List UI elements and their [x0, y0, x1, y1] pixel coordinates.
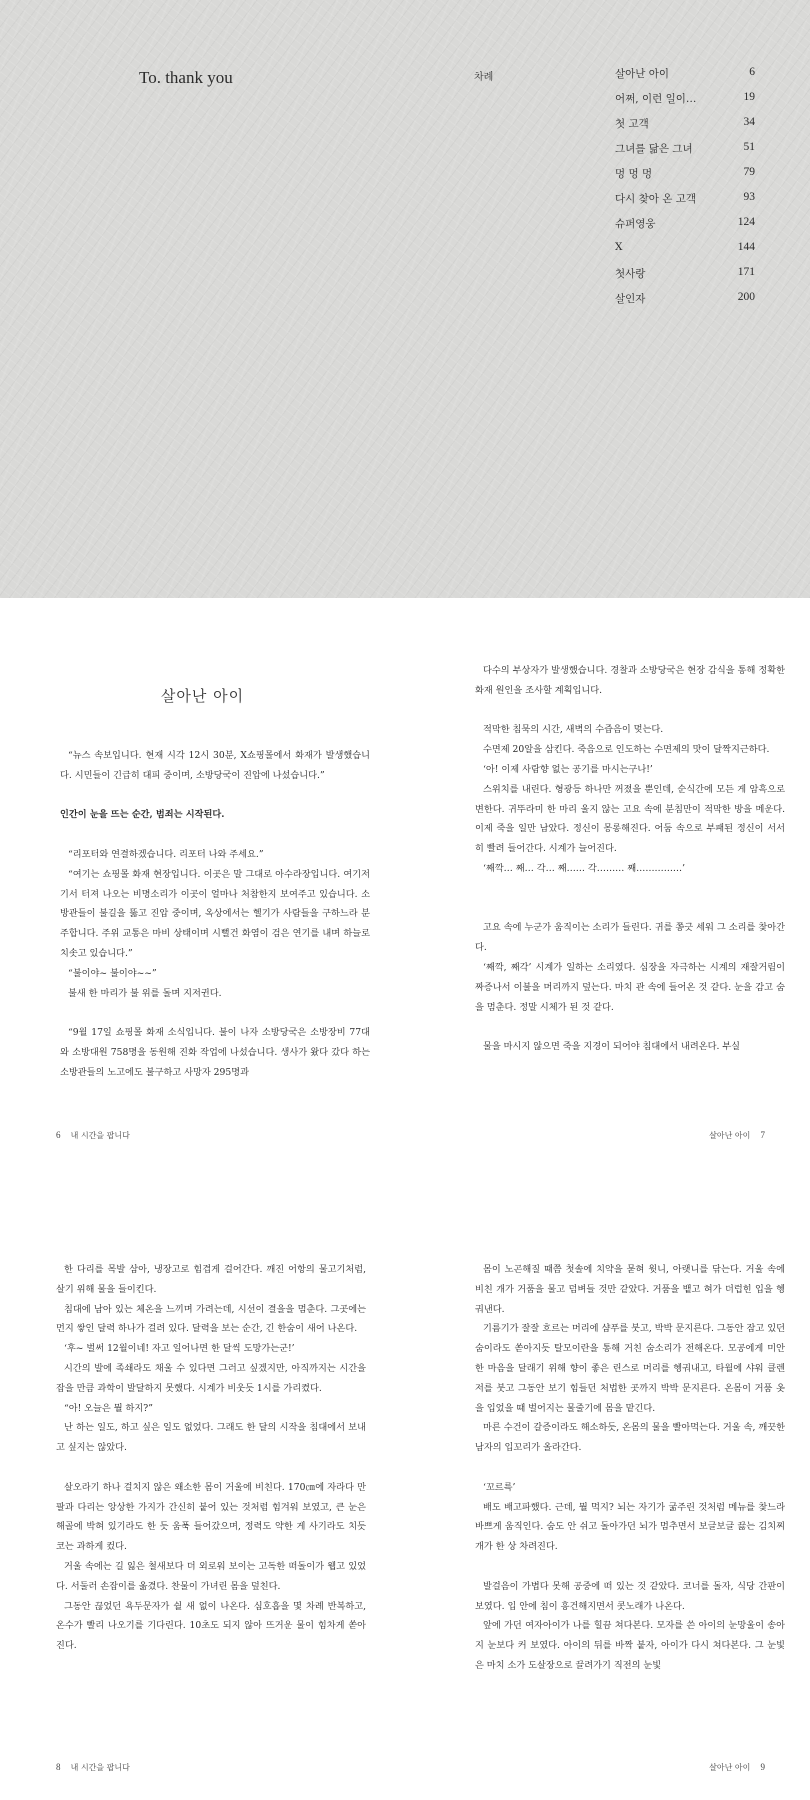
toc-entry: [615, 216, 755, 241]
toc-entry-page: 171: [737, 266, 755, 278]
paragraph: ‘꼬르륵’: [483, 1481, 516, 1493]
toc-entry: [615, 291, 755, 316]
toc-entry-title: 살인자: [615, 293, 646, 305]
toc-spread: [0, 0, 810, 598]
page-7: [405, 598, 810, 1188]
toc-entry-title: 살아난 아이: [615, 68, 670, 80]
toc-entry: [615, 266, 755, 291]
toc-entry-title: 어쩌, 이런 일이…: [615, 93, 697, 105]
toc-entry-title: 그녀를 닮은 그녀: [615, 143, 693, 155]
toc-entry-page: 6: [749, 66, 755, 78]
paragraph: ‘째깍… 째… 각… 째…… 각……… 째……………’: [483, 862, 686, 874]
paragraph: 물을 마시지 않으면 죽을 지경이 되어야 침대에서 내려온다. 부실: [483, 1041, 741, 1053]
paragraph: 시간의 발에 족쇄라도 채울 수 있다면 그러고 싶겠지만, 아직까지는 시간을 잡을 만큼 과학이 발달하지 못했다. 시계가 비웃듯 1시를 가리켰다.: [56, 1362, 366, 1394]
page-number: 8: [56, 1762, 61, 1772]
toc-entry-title: 첫 고객: [615, 118, 649, 130]
paragraph: 거울 속에는 길 잃은 철새보다 더 외로워 보이는 고독한 떠돌이가 웹고 있었다. 서둘러 손잡이를 옮겼다. 찬물이 가녀린 몸을 덮친다.: [56, 1560, 366, 1592]
paragraph: 적막한 침묵의 시간, 새벽의 수즙음이 멎는다.: [483, 724, 664, 736]
paragraph: “불이야~ 불이야~~”: [68, 967, 157, 979]
toc-entry: [615, 166, 755, 191]
page-8-text: [56, 1260, 366, 1656]
toc-entry: [615, 116, 755, 141]
paragraph: 한 다리를 목발 삼아, 냉장고로 힘겹게 걸어간다. 깨진 어항의 물고기처럼, 살기 위해 물을 들이킨다.: [56, 1264, 366, 1295]
toc-entry-page: 19: [743, 91, 755, 103]
paragraph-emphasis: 인간이 눈을 뜨는 순간, 범죄는 시작된다.: [60, 809, 225, 821]
page-number: 9: [760, 1762, 765, 1772]
page-number: 7: [760, 1130, 765, 1140]
paragraph: 발걸음이 가볍다 못해 공중에 떠 있는 것 같았다. 코너를 돌자, 식당 간판이 보였다. 입 안에 침이 흥건해지면서 콧노래가 나온다.: [475, 1580, 785, 1612]
toc-entry: [615, 191, 755, 216]
page-footer: [709, 1762, 765, 1773]
page-9: [405, 1222, 810, 1800]
toc-entry: [615, 141, 755, 166]
chapter-title: 살아난 아이: [160, 687, 245, 705]
paragraph: 몸이 노곤해질 때쯤 첫솔에 치약을 묻혀 윗니, 아랫니를 닦는다. 거울 속에 비친 개가 거품을 물고 덤벼들 것만 같았다. 거품을 뱉고 혀가 더럽힌 입을 헹궈낸다.: [475, 1264, 785, 1315]
paragraph: “아! 오늘은 뭘 하지?”: [64, 1402, 153, 1414]
toc-entry-page: 124: [737, 216, 755, 228]
paragraph: “리포터와 연결하겠습니다. 리포터 나와 주세요.”: [68, 848, 264, 860]
toc-entry-page: 93: [743, 191, 755, 203]
toc-entry: [615, 241, 755, 266]
page-7-text: [475, 661, 785, 1057]
running-title: 살아난 아이: [709, 1131, 751, 1140]
paragraph: ‘후~ 벌써 12월이네! 자고 일어나면 한 달씩 도망가는군!’: [64, 1343, 295, 1355]
paragraph: 살오라기 하나 걸치지 않은 왜소한 몸이 거울에 비친다. 170㎝에 자라다 만 팔과 다리는 앙상한 가지가 간신히 붙어 있는 것처럼 힘겨워 보였고, 큰 눈은 해골에 박혀 있기라도 한 듯 움푹 들어갔으며, 정력도 약한 게 사기라도 치듯 코는 과하게 컸다.: [56, 1481, 366, 1553]
toc-entry-title: X: [615, 241, 623, 253]
paragraph: 앞에 가던 여자아이가 나를 힐끔 쳐다본다. 모자를 쓴 아이의 눈망울이 송아지 눈보다 커 보였다. 아이의 뒤를 바짝 붙자, 아이가 다시 쳐다본다. 그 눈빛은 마치 소가 도살장으로 끌려가기 직전의 눈빛: [475, 1620, 785, 1671]
paragraph: 그동안 끊었던 욕두문자가 쉴 새 없이 나온다. 심호흡을 몇 차례 반복하고, 온수가 빨리 나오기를 기다린다. 10초도 되지 않아 뜨거운 물이 힘차게 쏟아진다.: [56, 1600, 366, 1652]
paragraph: “9월 17일 쇼핑몰 화재 소식입니다. 불이 나자 소방당국은 소방장비 77대와 소방대원 758명을 동원해 진화 작업에 나섰습니다. 생사가 왔다 갔다 하는 소방관들의 노고에도 불구하고 사망자 295명과: [60, 1027, 370, 1078]
toc-entry-page: 144: [737, 241, 755, 253]
paragraph: ‘째깍, 째각’ 시계가 일하는 소리였다. 심장을 자극하는 시계의 재잘거림이 짜증나서 이불을 머리까지 덮는다. 마치 관 속에 들어온 것 같다. 눈을 감고 숨을 멈춘다. 정말 시체가 된 것 같다.: [475, 961, 785, 1013]
page-9-text: [475, 1260, 785, 1676]
toc-entry-title: 다시 찾아 온 고객: [615, 193, 697, 205]
toc-entry-page: 200: [737, 291, 755, 303]
page-number: 6: [56, 1130, 61, 1140]
page-footer: [56, 1130, 130, 1141]
toc-list: [615, 66, 755, 316]
page-footer: [709, 1130, 765, 1141]
paragraph: 배도 배고파했다. 근데, 뭘 먹지? 뇌는 자기가 굶주린 것처럼 메뉴를 찾느라 바쁘게 움직인다. 숨도 안 쉬고 돌아가던 뇌가 멈추면서 보글보글 끓는 김치찌개가 한 상 차려진다.: [475, 1501, 785, 1553]
toc-entry-title: 슈퍼영웅: [615, 218, 656, 230]
page-footer: [56, 1762, 130, 1773]
toc-entry-title: 멍 멍 멍: [615, 168, 653, 180]
paragraph: 불새 한 마리가 불 위를 돌며 지저귄다.: [68, 987, 222, 999]
paragraph: 다수의 부상자가 발생했습니다. 경찰과 소방당국은 현장 감식을 통해 정확한 화재 원인을 조사할 계획입니다.: [475, 665, 785, 696]
page-8: [0, 1222, 405, 1800]
toc-entry-page: 34: [743, 116, 755, 128]
toc-entry: [615, 91, 755, 116]
paragraph: 스위치를 내린다. 형광등 하나만 꺼졌을 뿐인데, 순식간에 모든 게 암흑으로 변한다. 귀뚜라미 한 마리 울지 않는 고요 속에 분침만이 적막한 방을 메운다. 이제 죽을 일만 남았다. 정신이 몽롱해진다. 어둠 속으로 부패된 정신이 서서히 빨려 들어간다. 시계가 늘어진다.: [475, 783, 785, 855]
toc-entry-page: 79: [743, 166, 755, 178]
paragraph: 기름기가 잘잘 흐르는 머리에 샴푸를 붓고, 박박 문지른다. 그동안 잠고 있던 숨이라도 쏟아지듯 탈모이란을 통해 거친 숨소리가 전해온다. 모공에게 미안한 마음을 달래기 위해 향이 좋은 린스로 머리를 헹궈내고, 타월에 샤워 클렌저를 붓고 그동안 보기 힘들던 처법한 곳까지 박박 문지른다. 온몸이 거품 옷을 입었을 때 벌어지는 물줄기에 몸을 맡긴다.: [475, 1323, 785, 1414]
toc-entry-title: 첫사랑: [615, 268, 646, 280]
toc-entry: [615, 66, 755, 91]
paragraph: 고요 속에 누군가 움직이는 소리가 들린다. 귀를 쫑긋 세워 그 소리를 찾아간다.: [475, 922, 785, 954]
running-title: 내 시간을 팝니다: [70, 1763, 130, 1772]
paragraph: “여기는 쇼핑몰 화재 현장입니다. 이곳은 말 그대로 아수라장입니다. 여기저기서 터져 나오는 비명소리가 이곳이 얼마나 처참한지 보여주고 있습니다. 소방관들이 불길을 뚫고 진압 중이며, 옥상에서는 헬기가 사람들을 구하느라 분주합니다. 주위 교통은 마비 상태이며 시뻘건 화염이 검은 연기를 내며 하늘로 치솟고 있습니다.”: [60, 868, 370, 959]
toc-entry-page: 51: [743, 141, 755, 153]
paragraph: 난 하는 일도, 하고 싶은 일도 없었다. 그래도 한 달의 시작을 침대에서 보내고 싶지는 않았다.: [56, 1422, 366, 1454]
paragraph: 마른 수건이 갈증이라도 해소하듯, 온몸의 물을 빨아먹는다. 거울 속, 깨끗한 남자의 입꼬리가 올라간다.: [475, 1422, 785, 1454]
paragraph: 침대에 남아 있는 체온을 느끼며 가려는데, 시선이 결을을 멈춘다. 그곳에는 먼지 쌓인 달력 하나가 걸려 있다. 달력을 보는 순간, 긴 한숨이 새어 나온다.: [56, 1303, 366, 1335]
page-6: [0, 598, 405, 1188]
toc-label: 차례: [474, 72, 494, 83]
dedication-text: To. thank you: [139, 68, 233, 87]
running-title: 내 시간을 팝니다: [70, 1131, 130, 1140]
paragraph: “뉴스 속보입니다. 현재 시각 12시 30분, X쇼핑몰에서 화재가 발생했습니다. 시민들이 긴급히 대피 중이며, 소방당국이 진압에 나섰습니다.”: [60, 750, 370, 781]
paragraph: ‘아! 이제 사람향 없는 공기를 마시는구나!’: [483, 763, 653, 775]
page-6-text: [60, 746, 370, 1083]
running-title: 살아난 아이: [709, 1763, 751, 1772]
paragraph: 수면제 20알을 삼킨다. 죽음으로 인도하는 수면제의 맛이 달짝지근하다.: [483, 744, 770, 756]
